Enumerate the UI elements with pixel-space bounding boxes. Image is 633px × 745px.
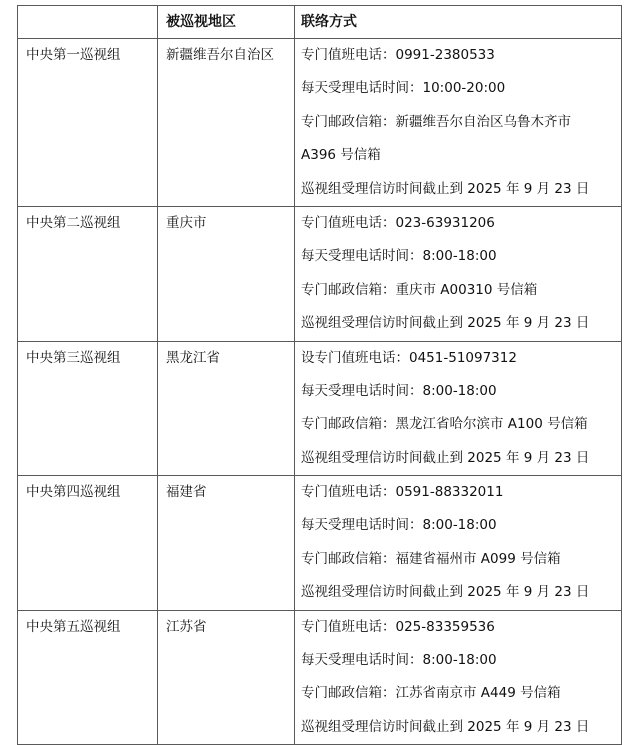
contact-line: 专门值班电话：025-83359536 [301,618,495,635]
contact-line: 专门邮政信箱：新疆维吾尔自治区乌鲁木齐市 [301,113,571,130]
contact-cell [295,206,622,341]
group-cell [18,610,158,745]
contact-line: 每天受理电话时间：8:00-18:00 [301,248,497,265]
contact-line: 专门邮政信箱：福建省福州市 A099 号信箱 [301,550,561,567]
inspection-group-name: 中央第五巡视组 [26,618,121,635]
header-group [18,6,158,39]
contact-line: 巡视组受理信访时间截止到 2025 年 9 月 23 日 [301,449,590,466]
contact-line: 巡视组受理信访时间截止到 2025 年 9 月 23 日 [301,180,590,197]
inspection-group-name: 中央第三巡视组 [26,349,121,366]
contact-line: 专门值班电话：0991-2380533 [301,47,495,63]
contact-line: 专门邮政信箱：重庆市 A00310 号信箱 [301,281,538,298]
inspection-group-name: 中央第一巡视组 [26,47,121,63]
contact-line: 巡视组受理信访时间截止到 2025 年 9 月 23 日 [301,315,590,332]
table-row [18,39,622,207]
contact-line: 专门邮政信箱：江苏省南京市 A449 号信箱 [301,685,561,702]
contact-line: 巡视组受理信访时间截止到 2025 年 9 月 23 日 [301,584,590,601]
contact-line: 每天受理电话时间：10:00-20:00 [301,80,506,97]
inspected-region-name: 江苏省 [166,618,207,635]
contact-cell [295,476,622,611]
inspected-region-name: 福建省 [166,484,207,501]
contact-cell [295,39,622,207]
group-cell [18,39,158,207]
group-cell [18,476,158,611]
region-cell [158,341,295,476]
contact-line: 巡视组受理信访时间截止到 2025 年 9 月 23 日 [301,718,590,735]
contact-line: 每天受理电话时间：8:00-18:00 [301,517,497,534]
contact-line: 每天受理电话时间：8:00-18:00 [301,652,497,669]
table-row [18,341,622,476]
contact-line: A396 号信箱 [301,147,381,164]
contact-line: 专门邮政信箱：黑龙江省哈尔滨市 A100 号信箱 [301,416,588,433]
table-row [18,610,622,745]
contact-line: 专门值班电话：0591-88332011 [301,484,504,501]
table-body [18,39,622,745]
group-cell [18,206,158,341]
inspection-contact-table [17,5,622,745]
inspected-region-name: 新疆维吾尔自治区 [166,47,274,63]
contact-line: 专门值班电话：023-63931206 [301,214,495,231]
inspection-group-name: 中央第二巡视组 [26,214,121,231]
inspected-region-name: 重庆市 [166,214,207,231]
contact-cell [295,610,622,745]
table-header-row [18,6,622,39]
contact-line: 设专门值班电话：0451-51097312 [301,349,517,366]
contact-line: 每天受理电话时间：8:00-18:00 [301,382,497,399]
region-cell [158,610,295,745]
table-row [18,206,622,341]
region-cell [158,206,295,341]
region-cell [158,39,295,207]
table-row [18,476,622,611]
group-cell [18,341,158,476]
region-cell [158,476,295,611]
header-contact: 联络方式 [295,6,622,39]
inspection-group-name: 中央第四巡视组 [26,484,121,501]
contact-cell [295,341,622,476]
inspected-region-name: 黑龙江省 [166,349,220,366]
header-region: 被巡视地区 [158,6,295,39]
